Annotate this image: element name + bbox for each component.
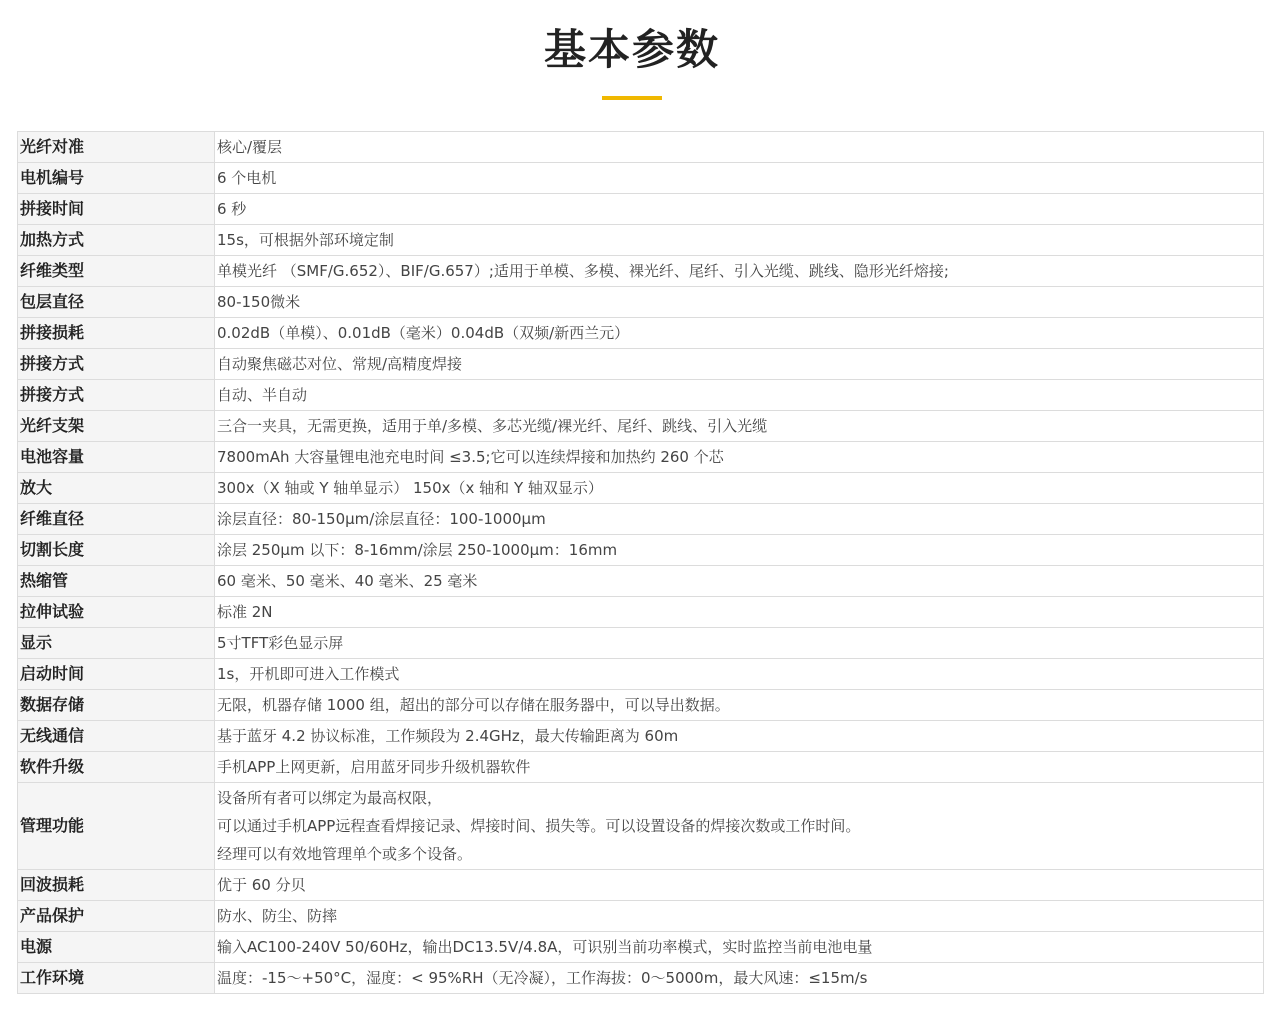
spec-label: 切割长度 — [18, 535, 215, 566]
spec-table-body — [18, 132, 1264, 994]
spec-row — [18, 318, 1264, 349]
spec-row — [18, 287, 1264, 318]
spec-value: 自动、半自动 — [215, 380, 1264, 411]
spec-value: 5寸TFT彩色显示屏 — [215, 628, 1264, 659]
spec-label: 光纤对准 — [18, 132, 215, 163]
spec-label: 电机编号 — [18, 163, 215, 194]
spec-row — [18, 411, 1264, 442]
spec-row — [18, 870, 1264, 901]
spec-value: 防水、防尘、防摔 — [215, 901, 1264, 932]
spec-value: 三合一夹具，无需更换，适用于单/多模、多芯光缆/裸光纤、尾纤、跳线、引入光缆 — [215, 411, 1264, 442]
management-line: 经理可以有效地管理单个或多个设备。 — [217, 845, 473, 863]
spec-row — [18, 628, 1264, 659]
spec-row — [18, 901, 1264, 932]
spec-value: 无限，机器存储 1000 组，超出的部分可以存储在服务器中，可以导出数据。 — [215, 690, 1264, 721]
spec-label: 产品保护 — [18, 901, 215, 932]
spec-value-multiline — [215, 783, 1264, 870]
spec-label: 拼接损耗 — [18, 318, 215, 349]
management-line: 可以通过手机APP远程查看焊接记录、焊接时间、损失等。可以设置设备的焊接次数或工作时间。 — [217, 817, 861, 835]
spec-value: 涂层直径：80-150μm/涂层直径：100-1000μm — [215, 504, 1264, 535]
spec-label: 包层直径 — [18, 287, 215, 318]
spec-row — [18, 566, 1264, 597]
spec-row — [18, 932, 1264, 963]
spec-label: 加热方式 — [18, 225, 215, 256]
spec-row — [18, 752, 1264, 783]
spec-row — [18, 963, 1264, 994]
spec-row — [18, 194, 1264, 225]
spec-row — [18, 132, 1264, 163]
title-underline — [602, 96, 662, 100]
spec-row — [18, 442, 1264, 473]
spec-value: 优于 60 分贝 — [215, 870, 1264, 901]
spec-value: 60 毫米、50 毫米、40 毫米、25 毫米 — [215, 566, 1264, 597]
spec-label: 拼接方式 — [18, 380, 215, 411]
spec-label: 工作环境 — [18, 963, 215, 994]
spec-row — [18, 473, 1264, 504]
spec-value: 6 个电机 — [215, 163, 1264, 194]
spec-value: 7800mAh 大容量锂电池充电时间 ≤3.5;它可以连续焊接和加热约 260 个芯 — [215, 442, 1264, 473]
spec-row — [18, 256, 1264, 287]
spec-label: 热缩管 — [18, 566, 215, 597]
spec-row — [18, 597, 1264, 628]
spec-value: 0.02dB（单模）、0.01dB（毫米）0.04dB（双频/新西兰元） — [215, 318, 1264, 349]
spec-label: 软件升级 — [18, 752, 215, 783]
spec-label: 拉伸试验 — [18, 597, 215, 628]
spec-row — [18, 163, 1264, 194]
spec-row — [18, 504, 1264, 535]
spec-row — [18, 225, 1264, 256]
spec-label: 启动时间 — [18, 659, 215, 690]
spec-label: 管理功能 — [18, 783, 215, 870]
spec-value: 自动聚焦磁芯对位、常规/高精度焊接 — [215, 349, 1264, 380]
spec-label: 纤维类型 — [18, 256, 215, 287]
spec-label: 无线通信 — [18, 721, 215, 752]
spec-value: 温度：-15～+50°C，湿度：< 95%RH（无冷凝），工作海拔：0～5000m，最大风速：≤15m/s — [215, 963, 1264, 994]
spec-value: 单模光纤 （SMF/G.652）、BIF/G.657）;适用于单模、多模、裸光纤、尾纤、引入光缆、跳线、隐形光纤熔接; — [215, 256, 1264, 287]
spec-value: 手机APP上网更新，启用蓝牙同步升级机器软件 — [215, 752, 1264, 783]
spec-row — [18, 659, 1264, 690]
page-title: 基本参数 — [543, 25, 720, 74]
management-line: 设备所有者可以绑定为最高权限， — [217, 789, 443, 807]
spec-value: 涂层 250μm 以下：8-16mm/涂层 250-1000μm：16mm — [215, 535, 1264, 566]
spec-row-management — [18, 783, 1264, 870]
spec-row — [18, 380, 1264, 411]
spec-value: 80-150微米 — [215, 287, 1264, 318]
spec-label: 数据存储 — [18, 690, 215, 721]
spec-label: 电池容量 — [18, 442, 215, 473]
spec-label: 电源 — [18, 932, 215, 963]
spec-label: 放大 — [18, 473, 215, 504]
spec-value: 基于蓝牙 4.2 协议标准，工作频段为 2.4GHz，最大传输距离为 60m — [215, 721, 1264, 752]
spec-value: 300x（X 轴或 Y 轴单显示） 150x（x 轴和 Y 轴双显示） — [215, 473, 1264, 504]
spec-label: 回波损耗 — [18, 870, 215, 901]
spec-row — [18, 721, 1264, 752]
spec-value: 15s，可根据外部环境定制 — [215, 225, 1264, 256]
spec-label: 显示 — [18, 628, 215, 659]
spec-value: 1s，开机即可进入工作模式 — [215, 659, 1264, 690]
spec-label: 拼接方式 — [18, 349, 215, 380]
spec-table — [17, 131, 1264, 994]
spec-label: 纤维直径 — [18, 504, 215, 535]
spec-value: 核心/覆层 — [215, 132, 1264, 163]
spec-row — [18, 535, 1264, 566]
spec-label: 拼接时间 — [18, 194, 215, 225]
spec-value: 6 秒 — [215, 194, 1264, 225]
spec-label: 光纤支架 — [18, 411, 215, 442]
spec-row — [18, 690, 1264, 721]
spec-value: 输入AC100-240V 50/60Hz，输出DC13.5V/4.8A，可识别当前功率模式，实时监控当前电池电量 — [215, 932, 1264, 963]
spec-value: 标准 2N — [215, 597, 1264, 628]
spec-row — [18, 349, 1264, 380]
